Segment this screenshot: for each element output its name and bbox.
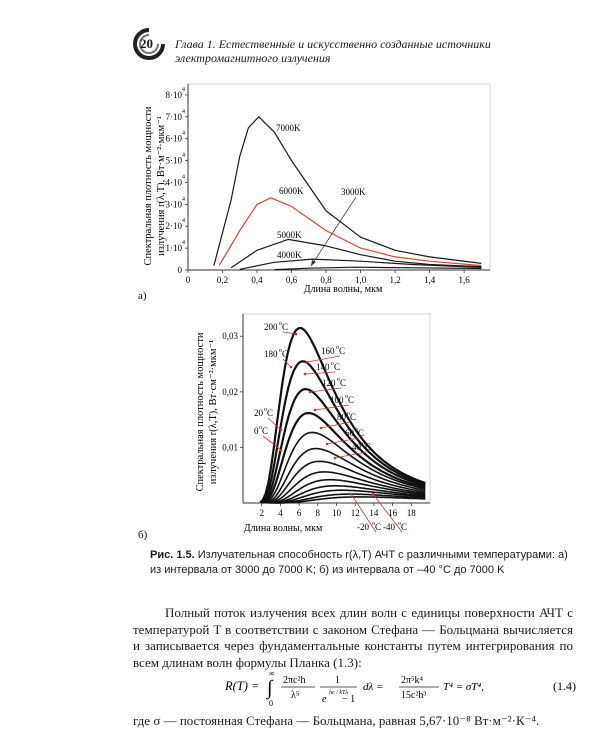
temp-label-unit: C: [267, 408, 274, 418]
xtick-label-b: 14: [369, 508, 379, 518]
temp-label-unit: C: [340, 378, 347, 388]
formula-tail: T⁴ = σT⁴,: [443, 681, 484, 693]
ytick-label-a: 2·10: [165, 221, 182, 232]
temp-arrowhead: [280, 449, 283, 452]
xlabel-a: Длина волны, мкм: [303, 284, 383, 295]
frac3-num: 2π⁵k⁴: [401, 675, 424, 686]
paragraph-text: Полный поток излучения всех длин волн с единицы поверхности АЧТ с температурой T в соответствии с законом Стефана — Больцмана вычисляется и записывается через фундаментальные константы путем интегрирования по всем длинам волн формулы Планка (1.3):: [133, 605, 573, 670]
temp-label-unit: C: [339, 346, 346, 356]
temp-label-deg: о: [372, 521, 375, 527]
ytick-label-b: 0,01: [222, 442, 238, 453]
temp-arrowhead: [326, 443, 329, 446]
label-6000k: 6000K: [279, 186, 304, 196]
ylabel-a-line1: Спектральная плотность мощности: [143, 106, 154, 266]
temp-label-right-4: 80: [337, 412, 346, 422]
temp-label-deg: о: [337, 377, 340, 383]
xtick-label-a: 0: [185, 275, 191, 285]
running-title: Глава 1. Естественные и искусственно созданные источники электромагнитного излучения: [175, 37, 491, 65]
temp-arrowhead: [280, 429, 283, 432]
frac1-num: 2πc²h: [283, 675, 306, 686]
temp-arrow: [305, 372, 335, 374]
xtick-label-b: 2: [259, 508, 264, 518]
temp-label-bottom-1: -40: [383, 522, 395, 532]
temp-label-bottom-0: -20: [357, 522, 369, 532]
panel-label-a: а): [138, 290, 147, 302]
ylabel-a-line2: излучения r(λ,T), Вт·м⁻²·мкм⁻¹: [156, 116, 167, 256]
integral-sign: ∫: [267, 677, 273, 699]
temp-arrowhead: [314, 409, 317, 412]
temp-label-unit: C: [348, 395, 355, 405]
ytick-label-a: 7·10: [165, 111, 182, 122]
label-7000k: 7000K: [276, 123, 301, 133]
formula-1-4: [225, 664, 585, 714]
temp-label-deg: о: [331, 361, 334, 367]
temp-label-left-3: 0: [254, 426, 259, 436]
caption-label: Рис. 1.5.: [150, 549, 195, 561]
temp-label-deg: о: [362, 441, 365, 447]
temp-arrowhead: [304, 373, 307, 376]
temp-label-left-1: 180: [264, 349, 278, 359]
xtick-label-b: 18: [406, 508, 416, 518]
temp-label-deg: о: [336, 345, 339, 351]
temp-arrowhead: [295, 333, 298, 336]
xtick-label-b: 10: [332, 508, 341, 518]
exp-sup: hc / kTλ: [329, 690, 348, 696]
temp-label-unit: C: [262, 426, 269, 436]
ytick-label-a: 1·10: [165, 243, 182, 254]
ytick-exp-a: 4: [182, 218, 185, 225]
ytick-exp-a: 4: [182, 130, 185, 137]
ytick-exp-a: 4: [182, 196, 185, 203]
exp-minus-one: − 1: [342, 694, 356, 705]
temp-label-unit: C: [375, 522, 382, 532]
page-number: 20: [140, 36, 153, 51]
temp-arrow: [268, 418, 281, 430]
xtick-label-b: 16: [388, 508, 398, 518]
temp-arrowhead: [372, 493, 375, 496]
temp-label-deg: о: [279, 321, 282, 327]
ytick-label-a: 3·10: [165, 199, 182, 210]
temp-label-right-2: 120: [322, 378, 336, 388]
temp-label-deg: о: [279, 348, 282, 354]
integral-upper: ∞: [269, 669, 275, 678]
xtick-label-a: 1,6: [458, 275, 470, 285]
exp-base: e: [322, 694, 327, 705]
formula-lhs: R(T) =: [225, 679, 260, 693]
frac3-den: 15c²h³: [401, 690, 427, 701]
temp-label-deg: о: [398, 521, 401, 527]
ytick-label-b: 0,02: [222, 386, 238, 397]
temp-label-deg: о: [347, 411, 350, 417]
curve-6000k: [219, 198, 481, 266]
label-4000k: 4000K: [277, 250, 302, 260]
label-5000k: 5000K: [277, 230, 302, 240]
frac1-den: λ⁵: [291, 690, 300, 701]
temp-label-unit: C: [401, 522, 408, 532]
xlabel-b: Длина волны, мкм: [243, 523, 323, 534]
ytick-exp-a: 4: [182, 174, 185, 181]
temp-label-left-0: 200: [264, 322, 278, 332]
ytick-label-a: 4·10: [165, 177, 182, 188]
temp-label-deg: о: [259, 425, 262, 431]
xtick-label-b: 12: [350, 508, 360, 518]
figure-a: [133, 76, 593, 306]
temp-label-deg: о: [355, 427, 358, 433]
arrowhead-3000k: [311, 260, 316, 266]
xtick-label-a: 0,4: [251, 275, 263, 285]
temp-arrowhead: [309, 391, 312, 394]
temp-label-deg: о: [264, 407, 267, 413]
ytick-label-a: 8·10: [165, 89, 182, 100]
ytick-exp-a: 4: [182, 240, 185, 247]
stefan-boltzmann-text: где σ — постоянная Стефана — Больцмана, равная 5,67·10⁻⁸ Вт·м⁻²·К⁻⁴.: [133, 713, 540, 728]
label-3000k: 3000K: [341, 187, 366, 197]
equation-number: (1.4): [553, 679, 576, 693]
curve-3000k: [274, 267, 481, 269]
ytick-exp-a: 4: [182, 152, 185, 159]
figure-caption: [150, 548, 580, 578]
temp-arrowhead: [320, 427, 323, 430]
temp-label-right-3: 100: [330, 395, 344, 405]
xtick-label-b: 6: [296, 508, 302, 518]
temp-label-unit: C: [358, 428, 365, 438]
temp-label-right-6: 40: [352, 442, 361, 452]
ytick-exp-a: 4: [182, 108, 185, 115]
figure-b: [133, 312, 593, 544]
integral-lower: 0: [269, 699, 273, 708]
temp-label-unit: C: [334, 362, 341, 372]
temp-arrowhead: [334, 457, 337, 460]
xtick-label-a: 1,2: [389, 275, 401, 285]
ytick-label-b: 0,03: [222, 331, 238, 342]
temp-label-unit: C: [282, 322, 289, 332]
body-paragraph: [133, 605, 573, 671]
temp-label-deg: о: [345, 394, 348, 400]
ylabel-b-line2: излучения r(λ,T), Вт·см⁻²·мкм⁻¹: [208, 339, 219, 485]
caption-text: Излучательная способность r(λ,T) АЧТ с различными температурами: а) из интервала от 3000 до 7000 K; б) из интервала от –40 °C до 7000 K: [150, 549, 568, 576]
xtick-label-b: 4: [278, 508, 283, 518]
arrow-3000k: [311, 197, 356, 266]
ylabel-b-line1: Спектральная плотность мощности: [195, 332, 206, 492]
temp-label-unit: C: [365, 442, 372, 452]
temp-arrowhead: [350, 493, 353, 496]
temp-label-unit: C: [350, 412, 357, 422]
xtick-label-a: 1,4: [423, 275, 436, 285]
xtick-label-a: 1,0: [354, 275, 367, 285]
ytick-label-a: 6·10: [165, 133, 182, 144]
temp-label-unit: C: [282, 349, 289, 359]
xtick-label-a: 0,8: [320, 275, 332, 285]
frac2-num: 1: [335, 675, 340, 686]
temp-label-right-5: 60: [345, 428, 354, 438]
ytick-exp-a: 4: [182, 86, 185, 93]
ytick-label-a: 5·10: [165, 155, 182, 166]
d-lambda: dλ =: [363, 681, 384, 693]
temp-label-left-2: 20: [254, 408, 263, 418]
xtick-label-b: 8: [315, 508, 321, 518]
ytick-label-a: 0: [177, 265, 182, 275]
panel-label-b: б): [138, 529, 148, 541]
temp-label-right-1: 140: [316, 362, 330, 372]
temp-arrowhead: [290, 366, 293, 369]
temp-label-right-0: 160: [321, 346, 335, 356]
xtick-label-a: 0,6: [285, 275, 298, 285]
temp-arrowhead: [306, 361, 309, 364]
xtick-label-a: 0,2: [216, 275, 229, 285]
